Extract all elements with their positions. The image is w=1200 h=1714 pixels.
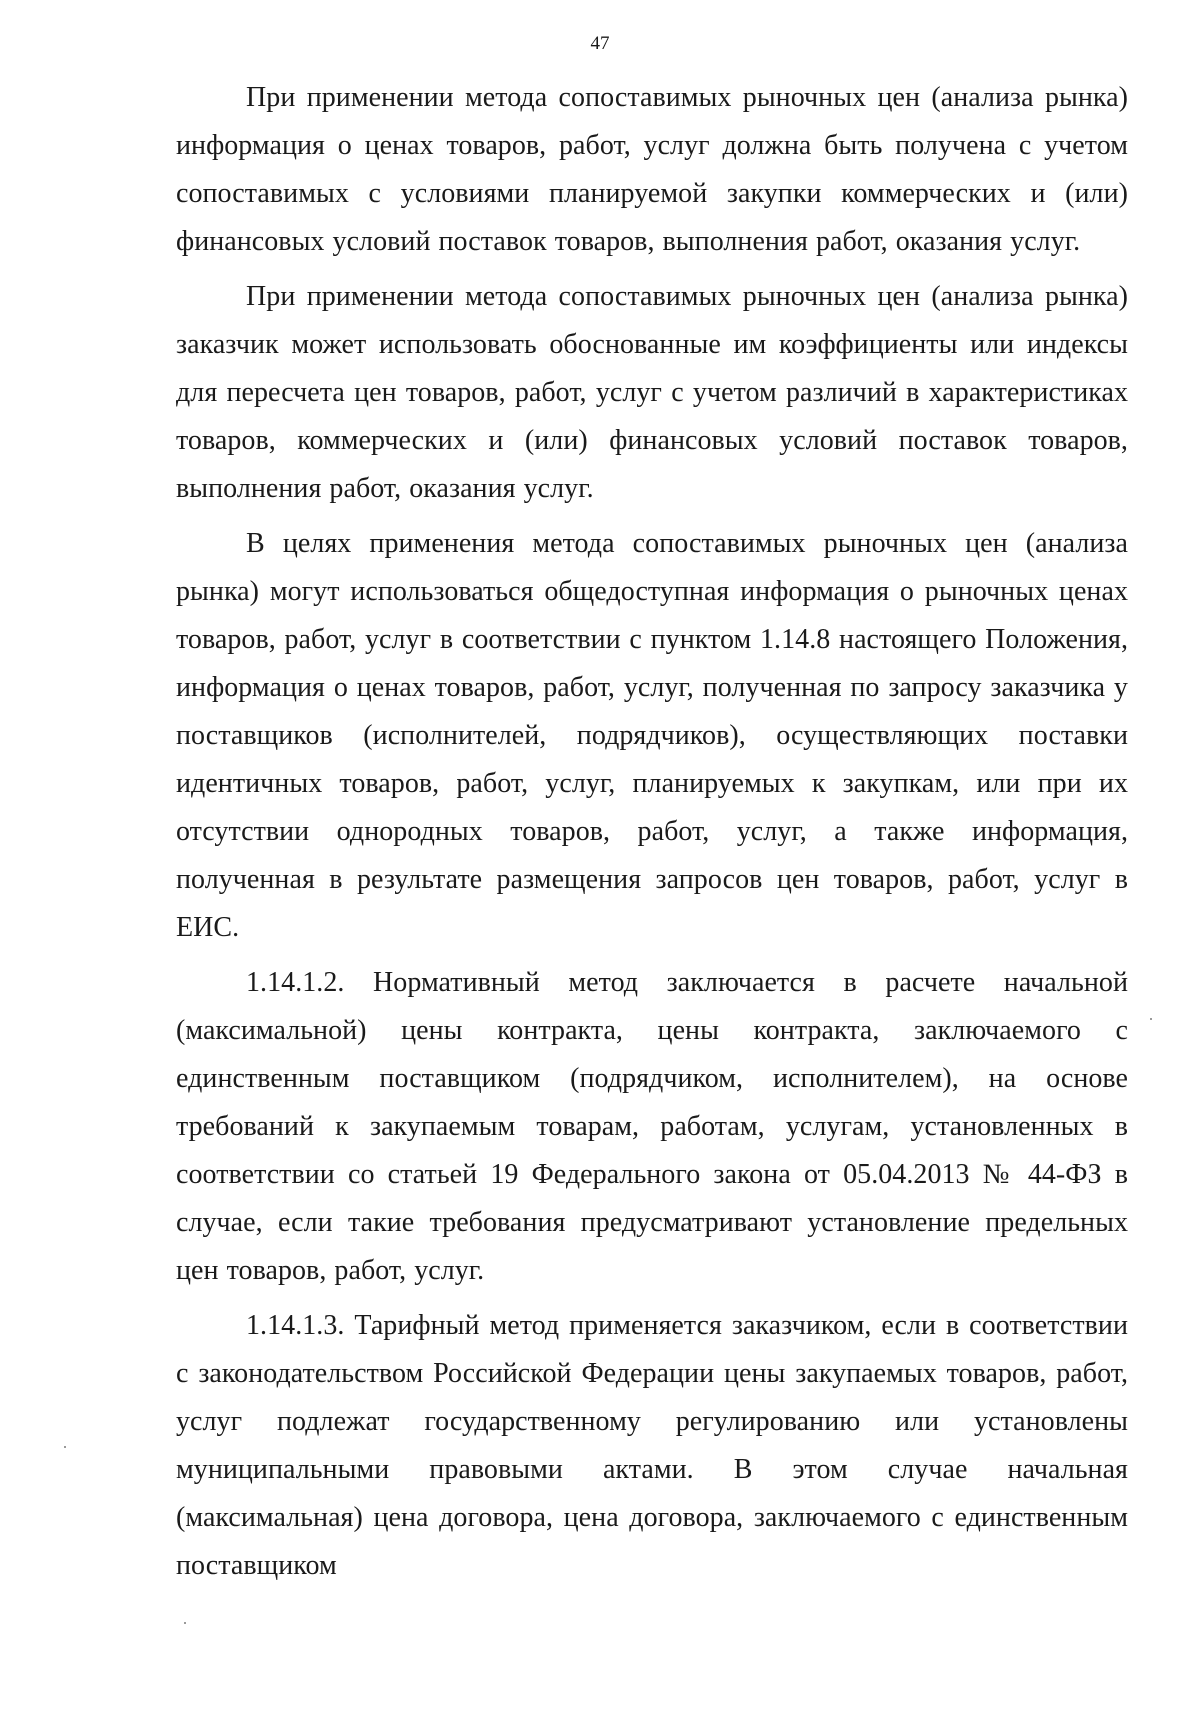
- paragraph-public-information: В целях применения метода сопоставимых рыночных цен (анализа рынка) могут использоваться общедоступная информация о рыночных ценах товаров, работ, услуг в соответствии с пунктом 1.14.8 настоящего Положения, информация о ценах товаров, работ, услуг, полученная по запросу заказчика у поставщиков (исполнителей, подрядчиков), осуществляющих поставки идентичных товаров, работ, услуг, планируемых к закупкам, или при их отсутствии однородных товаров, работ, услуг, а также информация, полученная в результате размещения запросов цен товаров, работ, услуг в ЕИС.: [176, 528, 1128, 943]
- paragraph-market-price-info: При применении метода сопоставимых рыночных цен (анализа рынка) информация о ценах товаров, работ, услуг должна быть получена с учетом сопоставимых с условиями планируемой закупки коммерческих и (или) финансовых условий поставок товаров, выполнения работ, оказания услуг.: [176, 82, 1128, 257]
- paragraph-normative-method: 1.14.1.2. Нормативный метод заключается в расчете начальной (максимальной) цены контракта, цены контракта, заключаемого с единственным поставщиком (подрядчиком, исполнителем), на основе требований к закупаемым товарам, работам, услугам, установленных в соответствии со статьей 19 Федерального закона от 05.04.2013 № 44-ФЗ в случае, если такие требования предусматривают установление предельных цен товаров, работ, услуг.: [176, 967, 1128, 1286]
- scan-speck: [1150, 1018, 1152, 1020]
- scan-speck: [184, 1622, 186, 1624]
- paragraph-tariff-method: 1.14.1.3. Тарифный метод применяется заказчиком, если в соответствии с законодательством Российской Федерации цены закупаемых товаров, работ, услуг подлежат государственному регулированию или установлены муниципальными правовыми актами. В этом случае начальная (максимальная) цена договора, цена договора, заключаемого с единственным поставщиком: [176, 1310, 1128, 1581]
- paragraph-coefficients: При применении метода сопоставимых рыночных цен (анализа рынка) заказчик может использовать обоснованные им коэффициенты или индексы для пересчета цен товаров, работ, услуг с учетом различий в характеристиках товаров, коммерческих и (или) финансовых условий поставок товаров, выполнения работ, оказания услуг.: [176, 281, 1128, 504]
- page-number: 47: [590, 33, 610, 54]
- scan-speck: [64, 1446, 66, 1448]
- document-body: [176, 74, 1128, 1597]
